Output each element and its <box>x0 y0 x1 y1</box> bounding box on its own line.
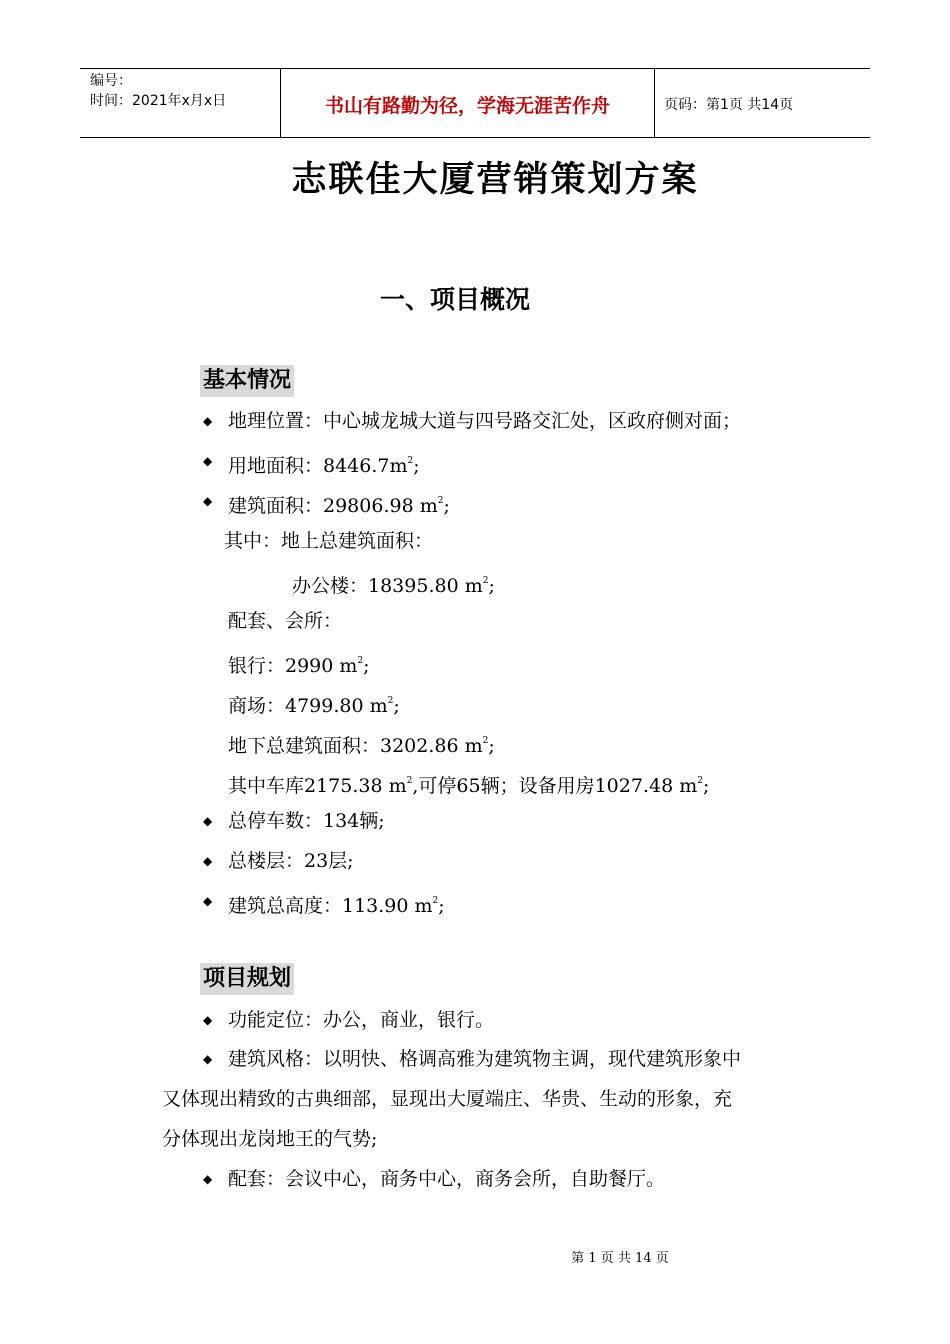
garage-line: 其中车库2175.38 $m^2$,可停65辆；设备用房1027.48 $m^2$; <box>228 775 710 797</box>
page-footer: 第 1 页 共 14 页 <box>571 1251 669 1266</box>
function-line: 功能定位：办公，商业，银行。 <box>228 1009 495 1031</box>
build-area-line: 建筑面积：29806.98 $m^2$; <box>228 495 450 517</box>
header-motto: 书山有路勤为径，学海无涯苦作舟 <box>324 95 610 117</box>
land-area-line: 用地面积：$8446.7m^2$; <box>228 455 420 477</box>
style-line: 又体现出精致的古典细部，显现出大厦端庄、华贵、生动的形象，充 <box>162 1088 733 1110</box>
subheading-basic: 基本情况 <box>200 365 294 397</box>
section-title: 一、项目概况 <box>379 285 530 314</box>
bullet-icon: ◆ <box>203 814 213 828</box>
header-page-info: 页码：第1页 共14页 <box>664 97 794 113</box>
header-meta <box>90 71 226 111</box>
bullet-icon: ◆ <box>203 894 213 908</box>
floors-line: 总楼层：23层; <box>228 850 354 872</box>
bullet-icon: ◆ <box>203 854 213 868</box>
bank-line: 银行：2990 $m^2$; <box>228 655 370 677</box>
facilities-line: 配套：会议中心，商务中心，商务会所，自助餐厅。 <box>228 1168 666 1190</box>
bullet-icon: ◆ <box>203 1013 213 1027</box>
document-title: 志联佳大厦营销策划方案 <box>291 160 699 200</box>
bullet-icon: ◆ <box>203 1052 213 1066</box>
subheading-plan: 项目规划 <box>200 963 294 995</box>
height-line: 建筑总高度：113.90 $m^2$; <box>228 895 445 917</box>
number-label: 编号： <box>90 73 132 89</box>
above-ground-line: 其中：地上总建筑面积： <box>224 530 434 552</box>
parking-line: 总停车数：134辆; <box>228 810 385 832</box>
header-divider <box>654 69 655 137</box>
underground-line: 地下总建筑面积：3202.86 $m^2$; <box>228 735 495 757</box>
style-line: 建筑风格：以明快、格调高雅为建筑物主调，现代建筑形象中 <box>228 1048 742 1070</box>
bullet-icon: ◆ <box>203 494 213 508</box>
style-line: 分体现出龙岗地王的气势; <box>162 1128 378 1150</box>
time-label: 时间：2021年x月x日 <box>90 93 227 109</box>
location-line: 地理位置：中心城龙城大道与四号路交汇处，区政府侧对面； <box>228 410 742 432</box>
bullet-icon: ◆ <box>203 1172 213 1186</box>
office-line: 办公楼：18395.80 $m^2$; <box>292 575 495 597</box>
page-header <box>80 68 870 138</box>
supporting-line: 配套、会所： <box>228 610 343 632</box>
bullet-icon: ◆ <box>203 414 213 428</box>
mall-line: 商场：4799.80 $m^2$; <box>228 695 400 717</box>
bullet-icon: ◆ <box>203 454 213 468</box>
